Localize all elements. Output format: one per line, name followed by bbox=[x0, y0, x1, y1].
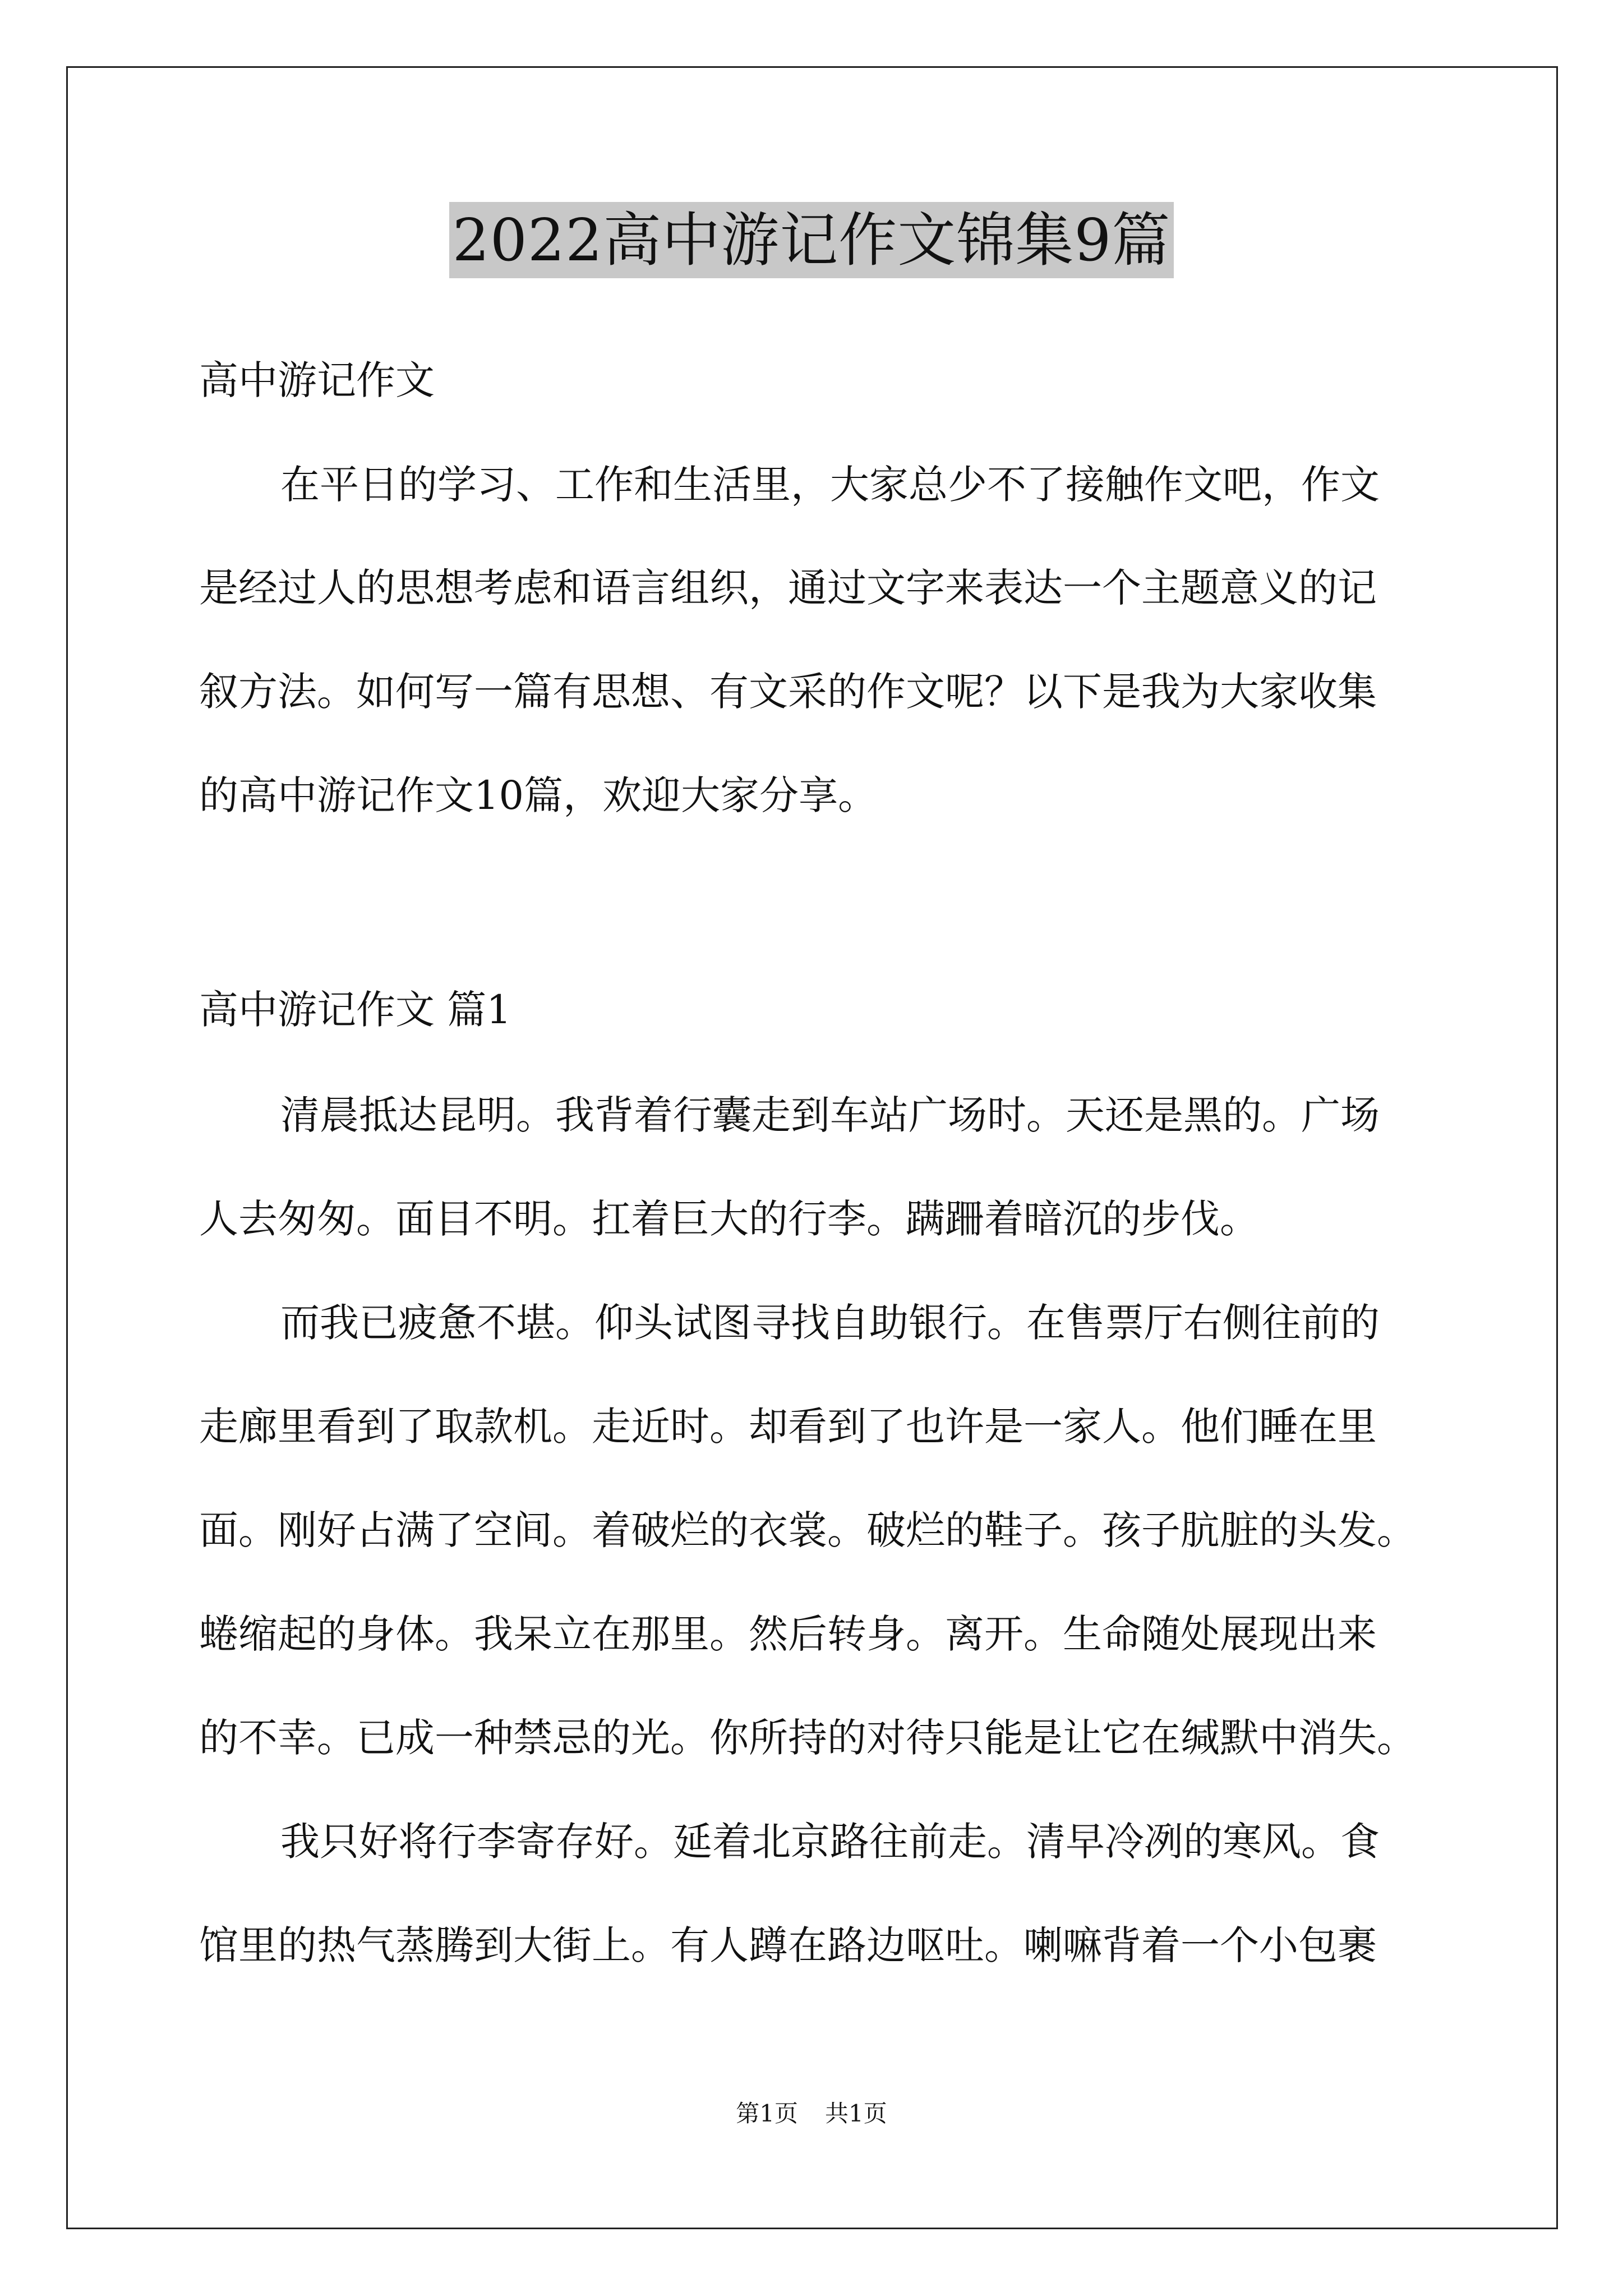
body-line: 的不幸。已成一种禁忌的光。你所持的对待只能是让它在缄默中消失。 bbox=[199, 1715, 1416, 1761]
intro-line: 在平日的学习、工作和生活里，大家总少不了接触作文吧，作文 bbox=[280, 462, 1380, 508]
body-line: 蜷缩起的身体。我呆立在那里。然后转身。离开。生命随处展现出来 bbox=[199, 1611, 1377, 1657]
page-total: 共1页 bbox=[825, 2100, 887, 2127]
body-line: 人去匆匆。面目不明。扛着巨大的行李。蹒跚着暗沉的步伐。 bbox=[199, 1196, 1259, 1242]
title-container bbox=[0, 202, 1623, 278]
intro-line: 叙方法。如何写一篇有思想、有文采的作文呢？以下是我为大家收集 bbox=[199, 669, 1377, 715]
body-line: 馆里的热气蒸腾到大街上。有人蹲在路边呕吐。喇嘛背着一个小包裹 bbox=[199, 1922, 1377, 1968]
intro-line: 是经过人的思想考虑和语言组织，通过文字来表达一个主题意义的记 bbox=[199, 565, 1377, 611]
body-line: 面。刚好占满了空间。着破烂的衣裳。破烂的鞋子。孩子肮脏的头发。 bbox=[199, 1507, 1416, 1553]
document-title: 2022高中游记作文锦集9篇 bbox=[449, 202, 1174, 278]
page-footer bbox=[0, 2098, 1623, 2129]
intro-line: 的高中游记作文10篇，欢迎大家分享。 bbox=[199, 772, 878, 818]
body-line: 清晨抵达昆明。我背着行囊走到车站广场时。天还是黑的。广场 bbox=[280, 1092, 1380, 1138]
section-heading: 高中游记作文 篇1 bbox=[199, 987, 511, 1033]
page-number: 第1页 bbox=[736, 2100, 798, 2127]
body-line: 我只好将行李寄存好。延着北京路往前走。清早冷冽的寒风。食 bbox=[280, 1819, 1380, 1865]
intro-heading: 高中游记作文 bbox=[199, 357, 435, 403]
body-line: 而我已疲惫不堪。仰头试图寻找自助银行。在售票厅右侧往前的 bbox=[280, 1300, 1380, 1346]
body-line: 走廊里看到了取款机。走近时。却看到了也许是一家人。他们睡在里 bbox=[199, 1404, 1377, 1450]
